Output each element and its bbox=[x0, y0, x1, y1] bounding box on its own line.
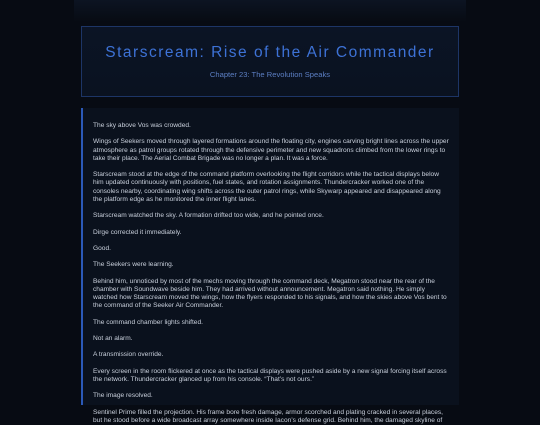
paragraph: Wings of Seekers moved through layered formations around the floating city, engines carving bright lines across the upper atmosphere as patrol groups rotated through the defensive perimeter and new squadrons climbed from the lower rings to take their place. The Aerial Combat Brigade was no longer a plan. It was a force. bbox=[93, 138, 449, 162]
chapter-title: Chapter 23: The Revolution Speaks bbox=[209, 70, 331, 79]
left-margin bbox=[0, 0, 74, 405]
top-frame bbox=[0, 0, 540, 22]
paragraph: The command chamber lights shifted. bbox=[93, 318, 203, 326]
paragraph: Behind him, unnoticed by most of the mechs moving through the command deck, Megatron stood near the rear of the chamber with Soundwave beside him. They had arrived without announcement. Megatron said nothing. He simply watched how Starscream moved the wings, how the flyers responded to his signals, and how the skies above Vos bent to the command of the Seeker Air Commander. bbox=[93, 277, 447, 310]
chapter-text bbox=[81, 108, 459, 424]
paragraph: The image resolved. bbox=[93, 392, 153, 400]
paragraph: Every screen in the room flickered at once as the tactical displays were pushed aside by a new signal forcing itself across the network. Thundercracker glanced up from his console. “That’s not ours.” bbox=[93, 367, 447, 383]
paragraph: The sky above Vos was crowded. bbox=[93, 122, 191, 129]
paragraph: Sentinel Prime filled the projection. His frame bore fresh damage, armor scorched and plating cracked in several places, but he stood before a wide broadcast array somewhere inside Iacon’s defense grid. Behind him, the damaged skyline of bbox=[93, 408, 444, 424]
paragraph: Good. bbox=[93, 244, 111, 252]
paragraph: A transmission override. bbox=[93, 351, 164, 359]
story-title: Starscream: Rise of the Air Commander bbox=[105, 44, 435, 61]
story-header bbox=[81, 26, 459, 97]
right-margin bbox=[466, 0, 540, 405]
paragraph: The Seekers were learning. bbox=[93, 261, 174, 269]
paragraph: Starscream watched the sky. A formation drifted too wide, and he pointed once. bbox=[93, 212, 324, 220]
paragraph: Dirge corrected it immediately. bbox=[93, 228, 182, 236]
paragraph: Starscream stood at the edge of the command platform overlooking the flight corridors while the tactical displays below him updated continuously with positions, fuel states, and rotation assignments. Thundercracker worked one of the consoles nearby, coordinating wing shifts across the outer patrol rings, while Skywarp appeared and disappeared along the platform edge as he monitored the inner flight lanes. bbox=[93, 171, 441, 204]
paragraph: Not an alarm. bbox=[93, 335, 133, 343]
